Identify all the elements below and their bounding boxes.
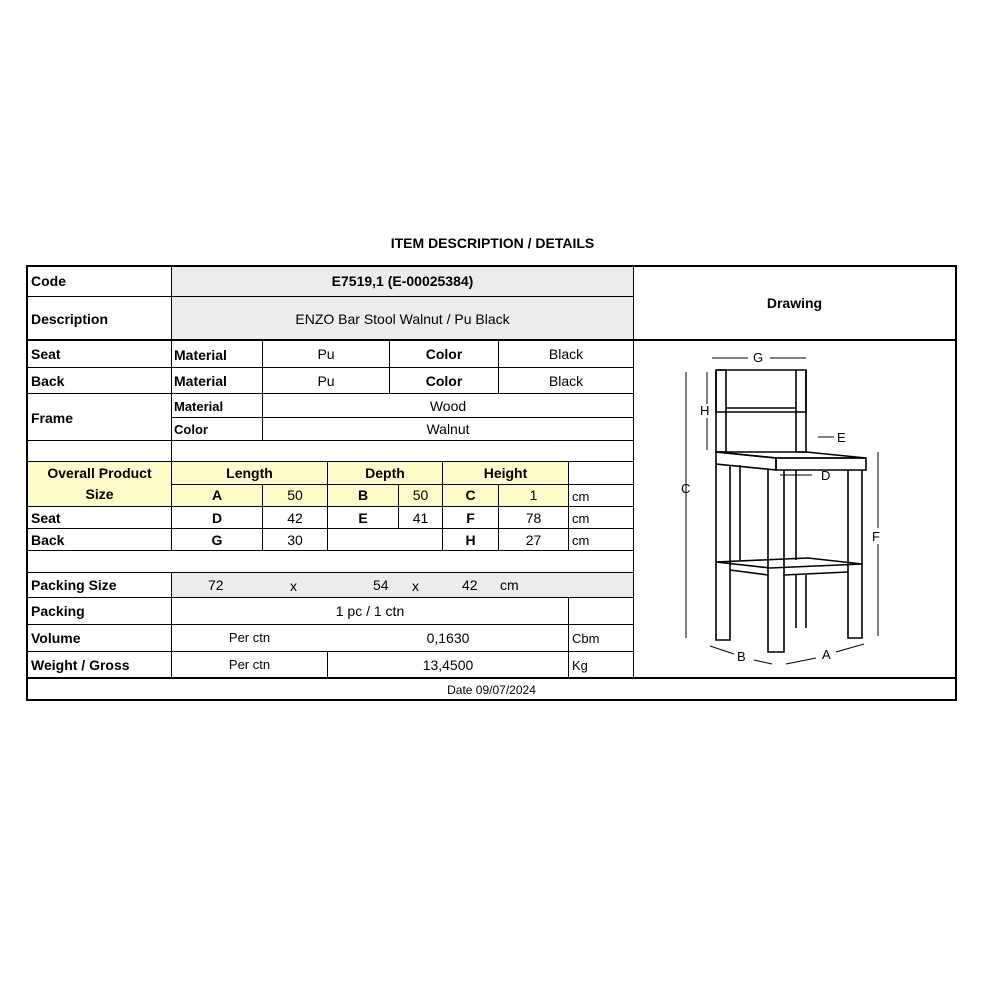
size-f-value: 78 [525, 510, 542, 526]
volume-unit: Cbm [572, 631, 600, 646]
back-material: Pu [317, 373, 335, 389]
weight-label: Weight / Gross [31, 657, 130, 673]
packing-size-unit: cm [500, 577, 519, 593]
size-back-unit: cm [572, 533, 590, 548]
frame-material: Wood [429, 398, 467, 414]
size-b-label: B [357, 487, 369, 503]
volume-label: Volume [31, 630, 81, 646]
sheet-title: ITEM DESCRIPTION / DETAILS [390, 235, 595, 251]
code-value: E7519,1 (E-00025384) [331, 273, 474, 289]
size-seat-label: Seat [31, 510, 61, 526]
size-e-value: 41 [412, 510, 429, 526]
size-b-value: 50 [412, 487, 429, 503]
dim-label-e: E [837, 430, 846, 445]
frame-color-label: Color [174, 422, 208, 437]
volume-per: Per ctn [228, 630, 271, 645]
drawing-heading: Drawing [766, 295, 823, 311]
seat-material-label: Material [174, 347, 227, 363]
size-g-value: 30 [287, 532, 303, 548]
dim-label-g: G [753, 350, 764, 365]
dim-label-a: A [822, 647, 831, 662]
dim-label-b: B [737, 649, 746, 664]
weight-per: Per ctn [228, 657, 271, 672]
length-label: Length [226, 465, 273, 481]
size-h-label: H [465, 532, 476, 548]
size-back-label: Back [31, 532, 65, 548]
seat-label: Seat [31, 346, 61, 362]
size-d-value: 42 [287, 510, 303, 526]
size-a-value: 50 [287, 487, 303, 503]
weight-unit: Kg [572, 658, 588, 673]
seat-material: Pu [317, 346, 335, 362]
packing-label: Packing [31, 603, 85, 619]
packing-size-label: Packing Size [31, 577, 117, 593]
volume-value: 0,1630 [426, 630, 470, 646]
date-footer: Date 09/07/2024 [447, 683, 536, 697]
size-seat-unit: cm [572, 511, 590, 526]
size-c-label: C [465, 487, 476, 503]
frame-color: Walnut [426, 421, 470, 437]
frame-label: Frame [31, 410, 74, 426]
size-a-label: A [211, 487, 223, 503]
depth-label: Depth [365, 465, 405, 481]
description-label: Description [31, 311, 109, 327]
weight-value: 13,4500 [422, 657, 474, 673]
packing-size-x2: x [412, 578, 419, 594]
dim-label-c: C [681, 481, 691, 496]
size-c-value: 1 [529, 487, 538, 503]
size-h-value: 27 [525, 532, 542, 548]
packing-size-x1: x [290, 578, 297, 594]
dim-label-f: F [872, 529, 880, 544]
description-value: ENZO Bar Stool Walnut / Pu Black [295, 311, 510, 327]
size-header-line2: Size [85, 486, 114, 502]
dim-label-d: D [821, 468, 831, 483]
dim-label-h: H [700, 403, 710, 418]
code-label: Code [31, 273, 66, 289]
packing-size-length: 72 [208, 577, 224, 593]
size-e-label: E [358, 510, 368, 526]
back-color-label: Color [425, 373, 463, 389]
size-overall-unit: cm [572, 489, 590, 504]
size-d-label: D [211, 510, 223, 526]
packing-size-height: 42 [462, 577, 478, 593]
back-material-label: Material [174, 373, 227, 389]
height-label: Height [483, 465, 528, 481]
seat-color-label: Color [425, 346, 463, 362]
back-label: Back [31, 373, 65, 389]
packing-size-width: 54 [373, 577, 389, 593]
size-g-label: G [211, 532, 223, 548]
frame-material-label: Material [174, 399, 224, 414]
size-header-line1: Overall Product [47, 465, 152, 481]
packing-value: 1 pc / 1 ctn [335, 603, 405, 619]
size-f-label: F [466, 510, 475, 526]
back-color: Black [548, 373, 584, 389]
seat-color: Black [548, 346, 584, 362]
